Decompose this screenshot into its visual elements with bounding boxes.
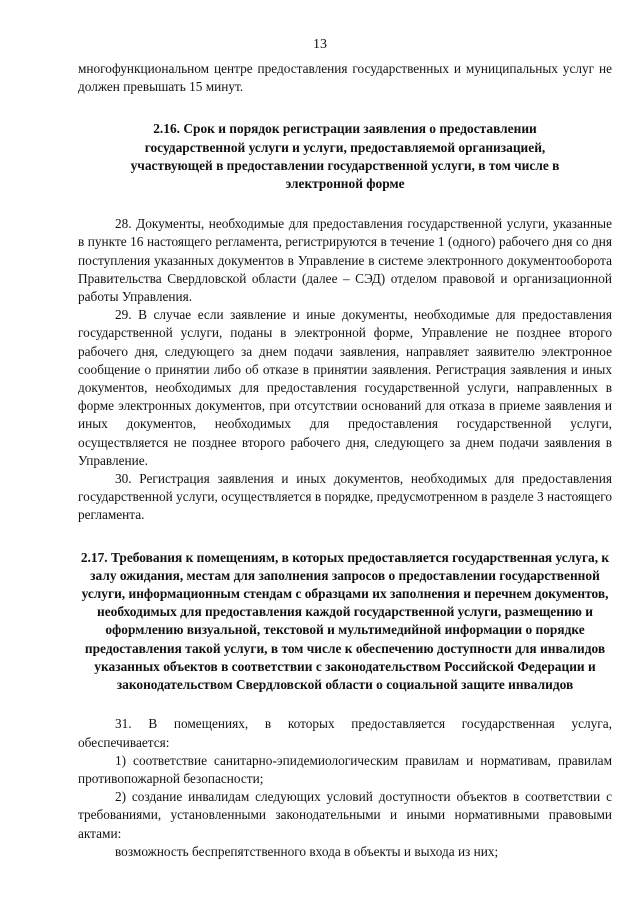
paragraph-30: 30. Регистрация заявления и иных документов, необходимых для предоставления государственной услуги, осуществляется в порядке, предусмотренном в разделе 3 настоящего регламента. [78, 471, 612, 523]
section-2-16-heading: 2.16. Срок и порядок регистрации заявления о предоставлении государственной услуги и услуги, предоставляемой организацией, участвующей в предоставлении государственной услуги, в том числе в электронной форме [130, 121, 560, 192]
section-2-17-heading: 2.17. Требования к помещениям, в которых предоставляется государственная услуга, к залу ожидания, местам для заполнения запросов о предоставлении государственной услуги, информационным стендам с образцами их заполнения и перечнем документов, необходимых для предоставления каждой государственной услуги, размещению и оформлению визуальной, текстовой и мультимедийной информации о порядке предоставления такой услуги, в том числе к обеспечению доступности для инвалидов указанных объектов в соответствии с законодательством Российской Федерации и законодательством Свердловской области о социальной защите инвалидов [80, 549, 610, 693]
page-number: 13 [313, 37, 327, 52]
paragraph-31: 31. В помещениях, в которых предоставляется государственная услуга, обеспечивается: [78, 716, 612, 750]
intro-paragraph: многофункциональном центре предоставления государственных и муниципальных услуг не должен превышать 15 минут. [78, 61, 612, 95]
paragraph-31-item-2-sub: возможность беспрепятственного входа в объекты и выхода из них; [115, 843, 499, 859]
paragraph-31-item-1: 1) соответствие санитарно-эпидемиологическим правилам и нормативам, правилам противопожарной безопасности; [78, 752, 612, 786]
paragraph-29: 29. В случае если заявление и иные документы, необходимые для предоставления государственной услуги, поданы в электронной форме, Управление не позднее второго рабочего дня, следующего за днем подачи заявления, направляет заявителю электронное сообщение о принятии либо об отказе в принятии заявления. Регистрация заявления и иных документов, необходимых для предоставления государственной услуги, направленных в форме электронных документов, при отсутствии оснований для отказа в приеме заявления и иных документов, необходимых для предоставления государственной услуги, осуществляется не позднее второго рабочего дня, следующего за днем подачи заявления в Управление. [78, 307, 612, 468]
paragraph-28: 28. Документы, необходимые для предоставления государственной услуги, указанные в пункте 16 настоящего регламента, регистрируются в течение 1 (одного) рабочего дня со дня поступления указанных документов в Управление в системе электронного документооборота Правительства Свердловской области (далее – СЭД) отделом правовой и организационной работы Управления. [78, 216, 612, 305]
paragraph-31-item-2: 2) создание инвалидам следующих условий доступности объектов в соответствии с требованиями, установленными законодательными и иными нормативными правовыми актами: [78, 789, 612, 841]
document-body [78, 60, 612, 861]
